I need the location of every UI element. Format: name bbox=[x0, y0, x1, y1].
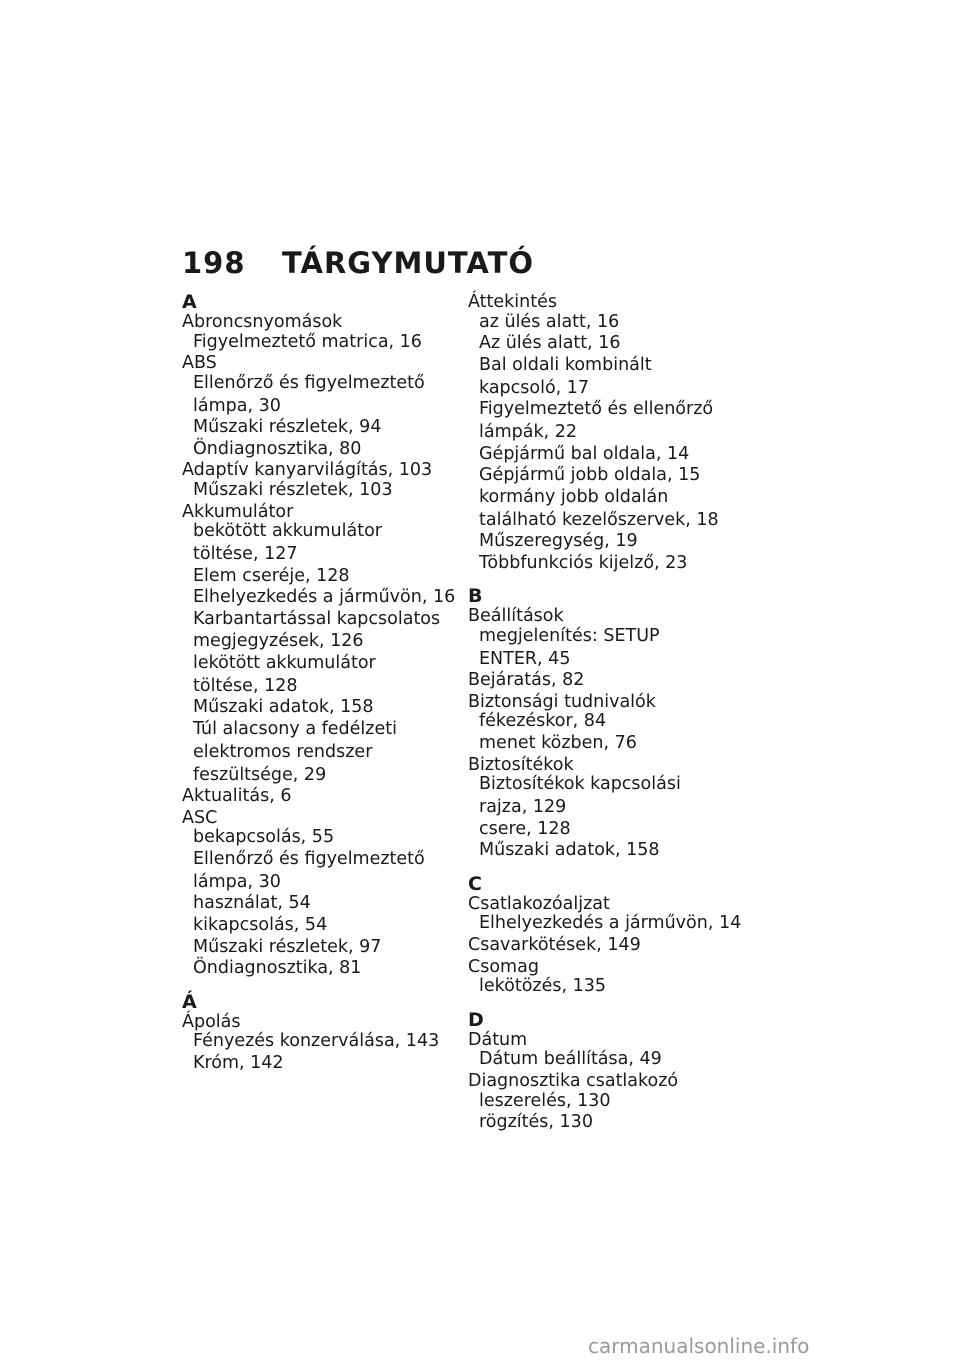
index-subentry-continued: töltése, 127 bbox=[193, 543, 298, 564]
index-term: Diagnosztika csatlakozó bbox=[468, 1070, 679, 1091]
index-subentry: Műszaki részletek, 94 bbox=[193, 417, 382, 438]
index-subentry: Biztosítékok kapcsolási bbox=[479, 774, 681, 795]
index-subentry: Króm, 142 bbox=[193, 1052, 284, 1073]
index-subentry: Öndiagnosztika, 81 bbox=[193, 958, 362, 979]
index-letter-heading: A bbox=[182, 291, 197, 313]
index-term: ABS bbox=[182, 353, 217, 374]
index-subentry: Műszaki részletek, 97 bbox=[193, 936, 382, 957]
index-term: Biztonsági tudnivalók bbox=[468, 691, 656, 712]
index-subentry-continued: lámpa, 30 bbox=[193, 395, 281, 416]
index-subentry: rögzítés, 130 bbox=[479, 1112, 593, 1133]
page-title: TÁRGYMUTATÓ bbox=[282, 246, 535, 280]
index-subentry-continued: található kezelőszervek, 18 bbox=[479, 509, 719, 530]
index-subentry: lekötözés, 135 bbox=[479, 976, 607, 997]
index-subentry: bekötött akkumulátor bbox=[193, 521, 382, 542]
index-subentry-continued: lámpák, 22 bbox=[479, 421, 577, 442]
index-subentry: Bal oldali kombinált bbox=[479, 354, 652, 375]
index-letter-heading: C bbox=[468, 872, 482, 895]
index-subentry: Figyelmeztető és ellenőrző bbox=[479, 399, 714, 420]
index-letter-heading: Á bbox=[182, 990, 197, 1013]
index-subentry-continued: rajza, 129 bbox=[479, 797, 567, 817]
index-column-left bbox=[182, 291, 456, 1075]
index-subentry-continued: töltése, 128 bbox=[193, 675, 298, 696]
index-subentry: Elem cseréje, 128 bbox=[193, 565, 350, 586]
index-subentry: Figyelmeztető matrica, 16 bbox=[193, 331, 422, 352]
index-subentry-continued: kapcsoló, 17 bbox=[479, 377, 590, 398]
index-subentry: megjelenítés: SETUP bbox=[479, 625, 660, 646]
index-term: Csomag bbox=[468, 956, 539, 977]
index-subentry: Fényezés konzerválása, 143 bbox=[193, 1031, 440, 1052]
index-subentry: Öndiagnosztika, 80 bbox=[193, 438, 362, 459]
index-subentry: Többfunkciós kijelző, 23 bbox=[479, 552, 688, 573]
index-subentry: Gépjármű bal oldala, 14 bbox=[479, 443, 690, 464]
index-term: Bejáratás, 82 bbox=[468, 670, 585, 691]
index-subentry: lekötött akkumulátor bbox=[193, 653, 376, 674]
index-subentry: Elhelyezkedés a járművön, 16 bbox=[193, 587, 456, 608]
index-subentry: Ellenőrző és figyelmeztető bbox=[193, 372, 425, 393]
index-subentry-continued: feszültsége, 29 bbox=[193, 764, 327, 785]
index-term: Abroncsnyomások bbox=[182, 312, 343, 332]
index-term: Csavarkötések, 149 bbox=[468, 934, 641, 955]
index-subentry: csere, 128 bbox=[479, 818, 571, 839]
index-subentry: leszerelés, 130 bbox=[479, 1090, 611, 1111]
index-subentry: fékezéskor, 84 bbox=[479, 711, 607, 732]
index-subentry: Műszeregység, 19 bbox=[479, 531, 638, 552]
index-subentry: Karbantartással kapcsolatos bbox=[193, 608, 441, 629]
index-term: Akkumulátor bbox=[182, 501, 294, 522]
index-subentry: Dátum beállítása, 49 bbox=[479, 1049, 662, 1070]
index-subentry: Műszaki részletek, 103 bbox=[193, 479, 393, 500]
index-subentry: Műszaki adatok, 158 bbox=[193, 697, 374, 718]
index-term: Ápolás bbox=[182, 1011, 241, 1032]
index-subentry: Gépjármű jobb oldala, 15 bbox=[479, 465, 701, 486]
index-subentry-continued: ENTER, 45 bbox=[479, 648, 571, 669]
index-term: Áttekintés bbox=[468, 292, 557, 312]
index-subentry-continued: elektromos rendszer bbox=[193, 741, 373, 762]
page-number: 198 bbox=[182, 246, 246, 280]
index-subentry: használat, 54 bbox=[193, 893, 311, 914]
index-letter-heading: D bbox=[468, 1008, 484, 1031]
index-term: Csatlakozóaljzat bbox=[468, 893, 610, 914]
index-subentry: Műszaki adatok, 158 bbox=[479, 840, 660, 861]
index-subentry: bekapcsolás, 55 bbox=[193, 827, 335, 848]
index-term: Dátum bbox=[468, 1029, 528, 1050]
index-column-right bbox=[468, 292, 742, 1134]
index-term: Aktualitás, 6 bbox=[182, 786, 292, 807]
index-term: Beállítások bbox=[468, 606, 564, 627]
index-subentry: kikapcsolás, 54 bbox=[193, 914, 328, 935]
index-subentry-continued: lámpa, 30 bbox=[193, 871, 281, 892]
index-subentry: Túl alacsony a fedélzeti bbox=[193, 719, 397, 740]
index-subentry: kormány jobb oldalán bbox=[479, 486, 669, 507]
index-subentry: menet közben, 76 bbox=[479, 733, 637, 754]
index-subentry: Az ülés alatt, 16 bbox=[479, 333, 621, 354]
index-term: Biztosítékok bbox=[468, 754, 574, 775]
index-subentry: az ülés alatt, 16 bbox=[479, 311, 620, 332]
index-term: Adaptív kanyarvilágítás, 103 bbox=[182, 460, 433, 481]
index-term: ASC bbox=[182, 807, 218, 828]
index-letter-heading: B bbox=[468, 585, 483, 608]
index-subentry: Elhelyezkedés a járművön, 14 bbox=[479, 913, 742, 934]
index-subentry: Ellenőrző és figyelmeztető bbox=[193, 848, 425, 869]
watermark[interactable]: carmanualsonline.info bbox=[588, 1334, 810, 1358]
index-subentry-continued: megjegyzések, 126 bbox=[193, 631, 364, 652]
page-header bbox=[182, 246, 534, 280]
